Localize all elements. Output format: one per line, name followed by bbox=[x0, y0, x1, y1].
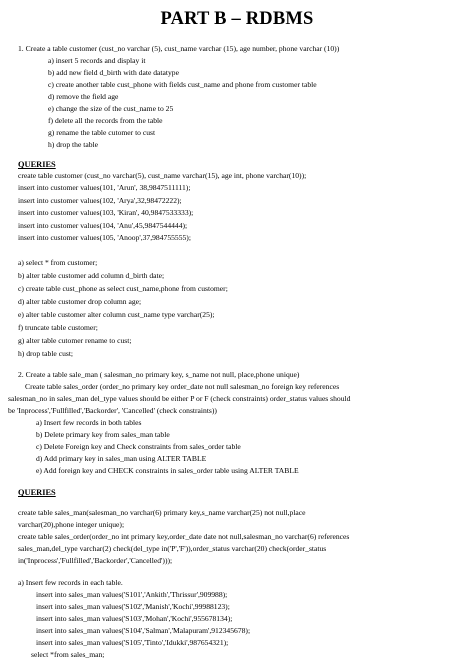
q2-insert-line: insert into sales_man values('S102','Manish','Kochi',99988123); bbox=[36, 602, 230, 611]
q1-task: f) delete all the records from the table bbox=[48, 116, 163, 125]
q1-heading: 1. Create a table customer (cust_no varchar (5), cust_name varchar (15), age number, phone varchar (10)) bbox=[18, 44, 340, 53]
q2-task: e) Add foreign key and CHECK constraints in sales_order table using ALTER TABLE bbox=[36, 466, 299, 475]
q1-answer: g) alter table cutomer rename to cust; bbox=[18, 336, 132, 345]
q1-query-line: insert into customer values(104, 'Anu',45,9847544444); bbox=[18, 221, 188, 230]
q1-query-line: insert into customer values(101, 'Arun', 38,9847511111); bbox=[18, 183, 191, 192]
q1-answer: a) select * from customer; bbox=[18, 258, 98, 267]
q1-answer: e) alter table customer alter column cust_name type varchar(25); bbox=[18, 310, 215, 319]
q2-select-line: select *from sales_man; bbox=[31, 650, 105, 659]
q1-query-line: insert into customer values(103, 'Kiran', 40,9847533333); bbox=[18, 208, 194, 217]
q1-task: d) remove the field age bbox=[48, 92, 119, 101]
q2-insert-line: insert into sales_man values('S104','Salman','Malapuram',912345678); bbox=[36, 626, 251, 635]
q2-query-line: create table sales_order(order_no int primary key,order_date date not null,salesman_no varchar(6) references bbox=[18, 532, 350, 541]
q1-query-line: insert into customer values(102, 'Arya',32,98472222); bbox=[18, 196, 182, 205]
q2-insert-line: insert into sales_man values('S103','Mohan','Kochi',955678134); bbox=[36, 614, 233, 623]
q2-task: b) Delete primary key from sales_man table bbox=[36, 430, 170, 439]
q1-answer: b) alter table customer add column d_birth date; bbox=[18, 271, 165, 280]
q2-insert-line: insert into sales_man values('S101','Ankith','Thrissur',909988); bbox=[36, 590, 228, 599]
q1-query-line: create table customer (cust_no varchar(5), cust_name varchar(15), age int, phone varchar(10)); bbox=[18, 171, 307, 180]
q2-query-line: varchar(20),phone integer unique); bbox=[18, 520, 125, 529]
q2-queries-label: QUERIES bbox=[18, 488, 56, 497]
q2-intro-line: Create table sales_order (order_no primary key order_date not null salesman_no foreign key references bbox=[25, 382, 340, 391]
q1-query-line: insert into customer values(105, 'Anoop',37,984755555); bbox=[18, 233, 191, 242]
q1-answer: d) alter table customer drop column age; bbox=[18, 297, 142, 306]
q2-heading: 2. Create a table sale_man ( salesman_no primary key, s_name not null, place,phone unique) bbox=[18, 370, 300, 379]
q1-task: c) create another table cust_phone with fields cust_name and phone from customer table bbox=[48, 80, 317, 89]
q2-intro-line: be 'Inprocess','Fullfilled','Backorder', 'Cancelled' (check constraints)) bbox=[8, 406, 217, 415]
q2-answer-a-label: a) Insert few records in each table. bbox=[18, 578, 123, 587]
q1-task: a) insert 5 records and display it bbox=[48, 56, 146, 65]
q1-answer: c) create table cust_phone as select cust_name,phone from customer; bbox=[18, 284, 228, 293]
q1-task: g) rename the table cutomer to cust bbox=[48, 128, 156, 137]
q2-task: d) Add primary key in sales_man using ALTER TABLE bbox=[36, 454, 207, 463]
q2-task: c) Delete Foreign key and Check constraints from sales_order table bbox=[36, 442, 241, 451]
q1-answer: f) truncate table customer; bbox=[18, 323, 98, 332]
q1-task: b) add new field d_birth with date datatype bbox=[48, 68, 179, 77]
q1-answer: h) drop table cust; bbox=[18, 349, 74, 358]
q2-query-line: in('Inprocess','Fullfilled','Backorder','Cancelled'))); bbox=[18, 556, 173, 565]
q2-insert-line: insert into sales_man values('S105','Tinto','Idukki',987654321); bbox=[36, 638, 229, 647]
page-title: PART B – RDBMS bbox=[160, 9, 314, 29]
q1-task: h) drop the table bbox=[48, 140, 98, 149]
q1-queries-label: QUERIES bbox=[18, 160, 56, 169]
q2-task: a) Insert few records in both tables bbox=[36, 418, 142, 427]
q2-query-line: create table sales_man(salesman_no varchar(6) primary key,s_name varchar(25) not null,place bbox=[18, 508, 306, 517]
q2-query-line: sales_man,del_type varchar(2) check(del_type in('P','F')),order_status varchar(20) check(order_status bbox=[18, 544, 327, 553]
q1-task: e) change the size of the cust_name to 25 bbox=[48, 104, 174, 113]
q2-intro-line: salesman_no in sales_man del_type values should be either P or F (check constraints) order_status values should bbox=[8, 394, 351, 403]
